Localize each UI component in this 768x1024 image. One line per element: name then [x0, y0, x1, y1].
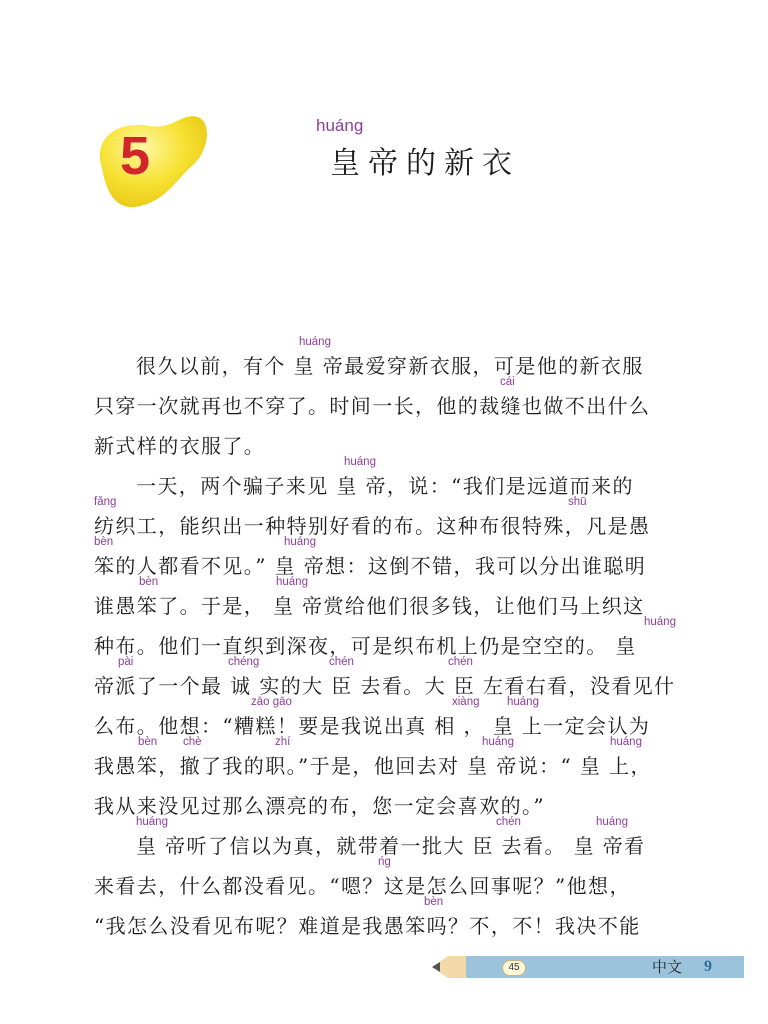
pinyin-annotation: huáng — [299, 336, 331, 348]
page-number: 45 — [502, 960, 526, 976]
line-text: 很久以前，有个 皇 帝最爱穿新衣服，可是他的新衣服 — [136, 354, 644, 378]
line-text: 新式样的衣服了。 — [94, 434, 266, 458]
pinyin-annotation: fǎng — [94, 496, 117, 508]
line-text: 皇 帝听了信以为真，就带着一批大 臣 去看。 皇 帝看 — [136, 834, 646, 858]
line-text: 一天，两个骗子来见 皇 帝，说：“我们是远道而来的 — [136, 474, 634, 498]
text-line — [94, 736, 680, 776]
line-text: 我愚笨，撤了我的职。”于是，他回去对 皇 帝说：“ 皇 上， — [94, 754, 652, 778]
pinyin-annotation: huáng — [284, 536, 316, 548]
text-line — [94, 576, 680, 616]
text-line — [94, 656, 680, 696]
pinyin-annotation: chén — [329, 656, 354, 668]
pinyin-annotation: huáng — [136, 816, 168, 828]
pinyin-annotation: bèn — [424, 896, 444, 908]
text-line — [94, 816, 680, 856]
lesson-number: 5 — [120, 126, 151, 186]
pinyin-annotation: huáng — [644, 616, 676, 628]
pinyin-annotation: zhí — [275, 736, 291, 748]
pinyin-annotation: pài — [118, 656, 134, 668]
text-line — [94, 696, 680, 736]
line-text: “我怎么没看见布呢？难道是我愚笨吗？不，不！我决不能 — [94, 914, 641, 938]
text-line — [94, 536, 680, 576]
text-line — [94, 416, 680, 456]
text-line — [94, 776, 680, 816]
pinyin-annotation: huáng — [344, 456, 376, 468]
line-text: 笨的人都看不见。” 皇 帝想：这倒不错，我可以分出谁聪明 — [94, 554, 647, 578]
text-line — [94, 336, 680, 376]
line-text: 只穿一次就再也不穿了。时间一长，他的裁缝也做不出什么 — [94, 394, 651, 418]
title-pinyin: huáng — [316, 116, 364, 135]
pinyin-annotation: shū — [568, 496, 587, 508]
text-line — [94, 496, 680, 536]
pinyin-annotation: bèn — [139, 576, 159, 588]
pinyin-annotation: chén — [496, 816, 521, 828]
pinyin-annotation: cái — [500, 376, 515, 388]
pinyin-annotation: chéng — [228, 656, 260, 668]
line-text: 谁愚笨了。于是， 皇 帝赏给他们很多钱，让他们马上织这 — [94, 594, 645, 618]
pinyin-annotation: zāo gāo — [251, 696, 292, 708]
pinyin-annotation: bèn — [138, 736, 158, 748]
text-line — [94, 376, 680, 416]
book-page-number: 9 — [704, 958, 712, 975]
line-text: 帝派了一个最 诚 实的大 臣 去看。大 臣 左看右看，没看见什 — [94, 674, 676, 698]
pinyin-annotation: huáng — [610, 736, 642, 748]
pinyin-annotation: huáng — [276, 576, 308, 588]
text-line — [94, 616, 680, 656]
story-text — [94, 336, 680, 936]
pinyin-annotation: chén — [448, 656, 473, 668]
pencil-icon — [432, 956, 468, 978]
line-text: 我从来没见过那么漂亮的布，您一定会喜欢的。” — [94, 794, 546, 818]
text-line — [94, 456, 680, 496]
book-label: 中文 — [652, 958, 683, 976]
pinyin-annotation: ńg — [378, 856, 391, 868]
pinyin-annotation: xiàng — [452, 696, 480, 708]
pinyin-annotation: huáng — [482, 736, 514, 748]
pinyin-annotation: huáng — [507, 696, 539, 708]
line-text: 来看去，什么都没看见。“嗯？这是怎么回事呢？”他想， — [94, 874, 631, 898]
pinyin-annotation: chè — [183, 736, 202, 748]
text-line — [94, 896, 680, 936]
text-line — [94, 856, 680, 896]
pinyin-annotation: huáng — [596, 816, 628, 828]
page-title: 皇帝的新衣 — [330, 146, 520, 181]
line-text: 么布。他想：“糟糕！要是我说出真 相 ， 皇 上一定会认为 — [94, 714, 651, 738]
pinyin-annotation: bèn — [94, 536, 114, 548]
line-text: 纺织工，能织出一种特别好看的布。这种布很特殊，凡是愚 — [94, 514, 651, 538]
line-text: 种布。他们一直织到深夜，可是织布机上仍是空空的。 皇 — [94, 634, 637, 658]
